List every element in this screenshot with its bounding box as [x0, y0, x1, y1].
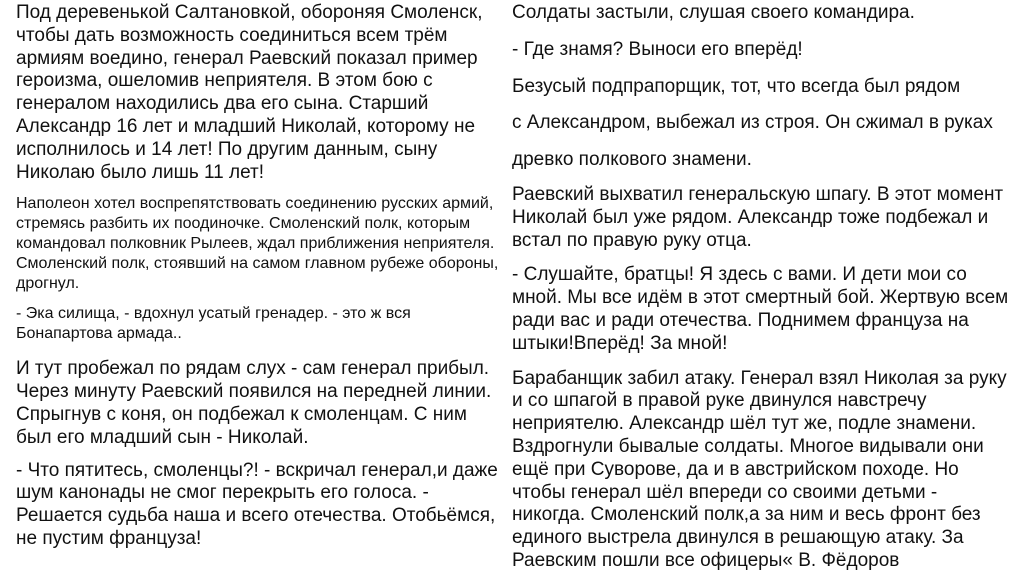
paragraph-ensign-line-2: с Александром, выбежал из строя. Он сжимал в руках — [512, 112, 993, 134]
paragraph-drummer: Барабанщик забил атаку. Генерал взял Николая за руку и со шпагой в правой руке двинулся навстречу неприятелю. Александр шёл тут же, подле знамени. Вздрогнули бывалые солдаты. Многое видывали они ещё при Суворове, да и в австрийском походе. Но чтобы генерал шёл впереди со своими детьми - никогда. Смоленский полк,а за ним и весь фронт без единого выстрела двинулся в решающую атаку. За Раевским пошли все офицеры« В. Фёдоров — [512, 367, 1007, 571]
paragraph-soldiers-froze: Солдаты застыли, слушая своего командира. — [512, 2, 915, 23]
paragraph-general-speech: - Что пятитесь, смоленцы?! - вскричал генерал,и даже шум канонады не смог перекрыть его голоса. - Решается судьба наша и всего отечества. Отобьёмся, не пустим француза! — [16, 459, 498, 549]
paragraph-sword: Раевский выхватил генеральскую шпагу. В этот момент Николай был уже рядом. Александр тоже подбежал и встал по правую руку отца. — [512, 183, 1004, 251]
paragraph-ensign-line-1: Безусый подпрапорщик, тот, что всегда был рядом — [512, 75, 961, 97]
paragraph-grenadier: - Эка силища, - вдохнул усатый гренадер. - это ж вся Бонапартова армада.. — [16, 305, 411, 343]
paragraph-napoleon: Наполеон хотел воспрепятствовать соединению русских армий, стремясь разбить их поодиночке. Смоленский полк, которым командовал полковник Рылеев, ждал приближения неприятеля. Смоленский полк, стоявший на самом главном рубеже обороны, дрогнул. — [16, 195, 499, 293]
paragraph-listen-brothers: - Слушайте, братцы! Я здесь с вами. И дети мои со мной. Мы все идём в этот смертный бой. Жертвую всем ради вас и ради отечества. Поднимем француза на штыки!Вперёд! За мной! — [512, 264, 1009, 354]
paragraph-general-arrived: И тут пробежал по рядам слух - сам генерал прибыл. Через минуту Раевский появился на передней линии. Спрыгнув с коня, он подбежал к смоленцам. С ним был его младший сын - Николай. — [16, 358, 492, 448]
paragraph-ensign-line-3: древко полкового знамени. — [512, 149, 752, 171]
paragraph-where-banner: - Где знамя? Выноси его вперёд! — [512, 38, 803, 60]
right-column — [512, 0, 1012, 573]
paragraph-saltanovka: Под деревенькой Салтановкой, обороняя Смоленск, чтобы дать возможность соединиться всем трём армиям воедино, генерал Раевский показал пример героизма, ошеломив неприятеля. В этом бою с генералом находились два его сына. Старший Александр 16 лет и младший Николай, которому не исполнилось и 14 лет! По другим данным, сыну Николаю было лишь 11 лет! — [16, 2, 483, 183]
left-column — [16, 0, 501, 551]
